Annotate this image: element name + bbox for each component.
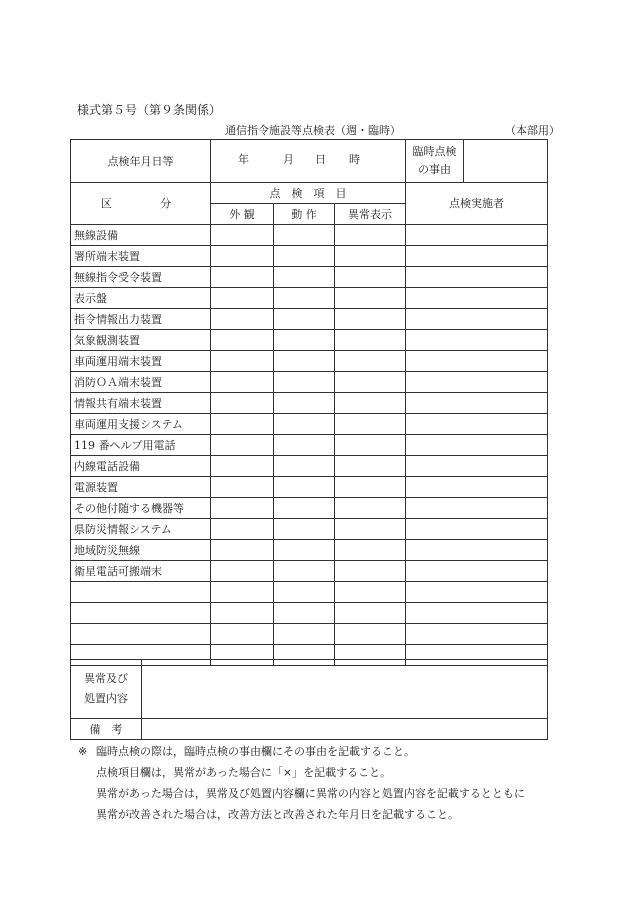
exterior-check-cell[interactable] [211, 435, 274, 456]
table-row [71, 225, 548, 246]
inspector-cell[interactable] [406, 372, 548, 393]
exterior-check-cell[interactable] [211, 414, 274, 435]
item-name: 車両運用支援システム [71, 414, 211, 435]
abnormal-check-cell[interactable] [335, 561, 406, 582]
item-name: 情報共有端末装置 [71, 393, 211, 414]
operation-check-cell[interactable] [274, 540, 335, 561]
exterior-check-cell[interactable] [211, 582, 274, 603]
table-row [71, 540, 548, 561]
abnormal-check-cell[interactable] [335, 372, 406, 393]
inspector-cell[interactable] [406, 540, 548, 561]
operation-check-cell[interactable] [274, 330, 335, 351]
col-operation-header: 動 作 [274, 204, 335, 225]
date-month-label: 月 [283, 153, 294, 166]
operation-check-cell[interactable] [274, 456, 335, 477]
abnormal-check-cell[interactable] [335, 435, 406, 456]
abnormal-check-cell[interactable] [335, 624, 406, 645]
item-name: 119 番ヘルプ用電話 [71, 435, 211, 456]
abnormal-check-cell[interactable] [335, 309, 406, 330]
inspector-header: 点検実施者 [406, 183, 548, 225]
form-usage-label: （本部用） [505, 124, 560, 137]
item-name: 衛星電話可搬端末 [71, 561, 211, 582]
operation-check-cell[interactable] [274, 246, 335, 267]
inspector-cell[interactable] [406, 267, 548, 288]
item-name: 無線設備 [71, 225, 211, 246]
exterior-check-cell[interactable] [211, 288, 274, 309]
abnormal-check-cell[interactable] [335, 351, 406, 372]
exterior-check-cell[interactable] [211, 246, 274, 267]
operation-check-cell[interactable] [274, 498, 335, 519]
table-row [71, 456, 548, 477]
inspector-cell[interactable] [406, 435, 548, 456]
inspector-cell[interactable] [406, 498, 548, 519]
date-day-label: 日 [315, 153, 326, 166]
abnormal-check-cell[interactable] [335, 540, 406, 561]
operation-check-cell[interactable] [274, 582, 335, 603]
note-text-1: 臨時点検の際は，臨時点検の事由欄にその事由を記載すること。 [96, 745, 415, 758]
abnormal-label-line2: 処置内容 [84, 692, 128, 705]
exterior-check-cell[interactable] [211, 477, 274, 498]
exterior-check-cell[interactable] [211, 540, 274, 561]
table-row [71, 288, 548, 309]
remarks-label: 備 考 [71, 719, 142, 740]
exterior-check-cell[interactable] [211, 456, 274, 477]
exterior-check-cell[interactable] [211, 267, 274, 288]
table-row [71, 414, 548, 435]
note-line-3: 異常があった場合は，異常及び処置内容欄に異常の内容と処置内容を記載するとともに [96, 787, 525, 800]
table-row [71, 372, 548, 393]
exterior-check-cell[interactable] [211, 624, 274, 645]
exterior-check-cell[interactable] [211, 561, 274, 582]
item-name: 消防ＯＡ端末装置 [71, 372, 211, 393]
operation-check-cell[interactable] [274, 267, 335, 288]
category-header: 区 分 [71, 183, 211, 225]
inspector-cell[interactable] [406, 456, 548, 477]
item-name: 気象観測装置 [71, 330, 211, 351]
abnormal-check-cell[interactable] [335, 393, 406, 414]
exterior-check-cell[interactable] [211, 393, 274, 414]
abnormal-check-cell[interactable] [335, 456, 406, 477]
operation-check-cell[interactable] [274, 519, 335, 540]
item-name: 無線指令受令装置 [71, 267, 211, 288]
inspector-cell[interactable] [406, 288, 548, 309]
abnormal-check-cell[interactable] [335, 477, 406, 498]
temp-reason-label [406, 140, 464, 182]
abnormal-check-cell[interactable] [335, 582, 406, 603]
table-row [71, 624, 548, 645]
item-name: 指令情報出力装置 [71, 309, 211, 330]
operation-check-cell[interactable] [274, 435, 335, 456]
inspector-cell[interactable] [406, 309, 548, 330]
table-row [71, 267, 548, 288]
date-field[interactable] [211, 140, 406, 183]
col-exterior-header: 外 観 [211, 204, 274, 225]
form-title: 通信指令施設等点検表（週・臨時） [225, 124, 401, 137]
form-number: 様式第５号（第９条関係） [77, 103, 222, 117]
abnormal-check-cell[interactable] [335, 414, 406, 435]
table-row [71, 246, 548, 267]
abnormal-check-cell[interactable] [335, 225, 406, 246]
col-abnormal-header: 異常表示 [335, 204, 406, 225]
abnormal-label-line1: 異常及び [84, 672, 128, 685]
operation-check-cell[interactable] [274, 603, 335, 624]
operation-check-cell[interactable] [274, 351, 335, 372]
exterior-check-cell[interactable] [211, 498, 274, 519]
operation-check-cell[interactable] [274, 624, 335, 645]
table-row [71, 519, 548, 540]
date-row [71, 140, 548, 183]
operation-check-cell[interactable] [274, 477, 335, 498]
operation-check-cell[interactable] [274, 414, 335, 435]
table-row [71, 309, 548, 330]
date-label: 点検年月日等 [71, 140, 211, 183]
table-row [71, 498, 548, 519]
operation-check-cell[interactable] [274, 225, 335, 246]
operation-check-cell[interactable] [274, 309, 335, 330]
abnormal-check-cell[interactable] [335, 330, 406, 351]
note-line-4: 異常が改善された場合は，改善方法と改善された年月日を記載すること。 [96, 808, 459, 821]
notes [78, 741, 525, 825]
check-items-header: 点 検 項 目 [211, 183, 406, 204]
item-name: 県防災情報システム [71, 519, 211, 540]
item-name [71, 624, 211, 645]
inspector-cell[interactable] [406, 561, 548, 582]
operation-check-cell[interactable] [274, 288, 335, 309]
operation-check-cell[interactable] [274, 372, 335, 393]
abnormal-check-cell[interactable] [335, 267, 406, 288]
inspector-cell[interactable] [406, 519, 548, 540]
header-row-1 [71, 183, 548, 204]
inspector-cell[interactable] [406, 393, 548, 414]
temp-reason-label-line1: 臨時点検 [412, 145, 457, 158]
item-name: 車両運用端末装置 [71, 351, 211, 372]
inspector-cell[interactable] [406, 603, 548, 624]
note-mark: ※ [78, 745, 88, 758]
item-name: 地域防災無線 [71, 540, 211, 561]
inspector-cell[interactable] [406, 351, 548, 372]
item-name: 表示盤 [71, 288, 211, 309]
item-name [71, 603, 211, 624]
date-hour-label: 時 [349, 153, 360, 166]
inspection-table [70, 139, 548, 666]
inspector-cell[interactable] [406, 624, 548, 645]
abnormal-field[interactable] [142, 660, 548, 719]
inspector-cell[interactable] [406, 582, 548, 603]
exterior-check-cell[interactable] [211, 603, 274, 624]
item-name: 内線電話設備 [71, 456, 211, 477]
table-row [71, 561, 548, 582]
date-year-label: 年 [238, 153, 249, 166]
temp-reason-label-line2: の事由 [418, 163, 452, 176]
abnormal-check-cell[interactable] [335, 246, 406, 267]
inspector-cell[interactable] [406, 414, 548, 435]
exterior-check-cell[interactable] [211, 330, 274, 351]
note-line-2: 点検項目欄は，異常があった場合に「×」を記載すること。 [96, 766, 392, 779]
item-name [71, 582, 211, 603]
table-row [71, 477, 548, 498]
item-name: その他付随する機器等 [71, 498, 211, 519]
table-row [71, 393, 548, 414]
table-row [71, 351, 548, 372]
exterior-check-cell[interactable] [211, 225, 274, 246]
operation-check-cell[interactable] [274, 561, 335, 582]
abnormal-check-cell[interactable] [335, 603, 406, 624]
note-line-1 [78, 741, 525, 762]
abnormal-check-cell[interactable] [335, 519, 406, 540]
inspector-cell[interactable] [406, 477, 548, 498]
exterior-check-cell[interactable] [211, 351, 274, 372]
temp-reason-field[interactable] [464, 140, 547, 182]
exterior-check-cell[interactable] [211, 372, 274, 393]
table-row [71, 582, 548, 603]
abnormal-check-cell[interactable] [335, 288, 406, 309]
item-name: 電源装置 [71, 477, 211, 498]
table-row [71, 603, 548, 624]
inspector-cell[interactable] [406, 225, 548, 246]
temp-reason-cell [406, 140, 548, 183]
abnormal-remarks-table [70, 659, 548, 740]
remarks-field[interactable] [142, 719, 548, 740]
exterior-check-cell[interactable] [211, 309, 274, 330]
item-name: 署所端末装置 [71, 246, 211, 267]
exterior-check-cell[interactable] [211, 519, 274, 540]
table-row [71, 330, 548, 351]
operation-check-cell[interactable] [274, 393, 335, 414]
abnormal-label [71, 660, 142, 719]
inspector-cell[interactable] [406, 246, 548, 267]
abnormal-check-cell[interactable] [335, 498, 406, 519]
table-row [71, 435, 548, 456]
inspector-cell[interactable] [406, 330, 548, 351]
